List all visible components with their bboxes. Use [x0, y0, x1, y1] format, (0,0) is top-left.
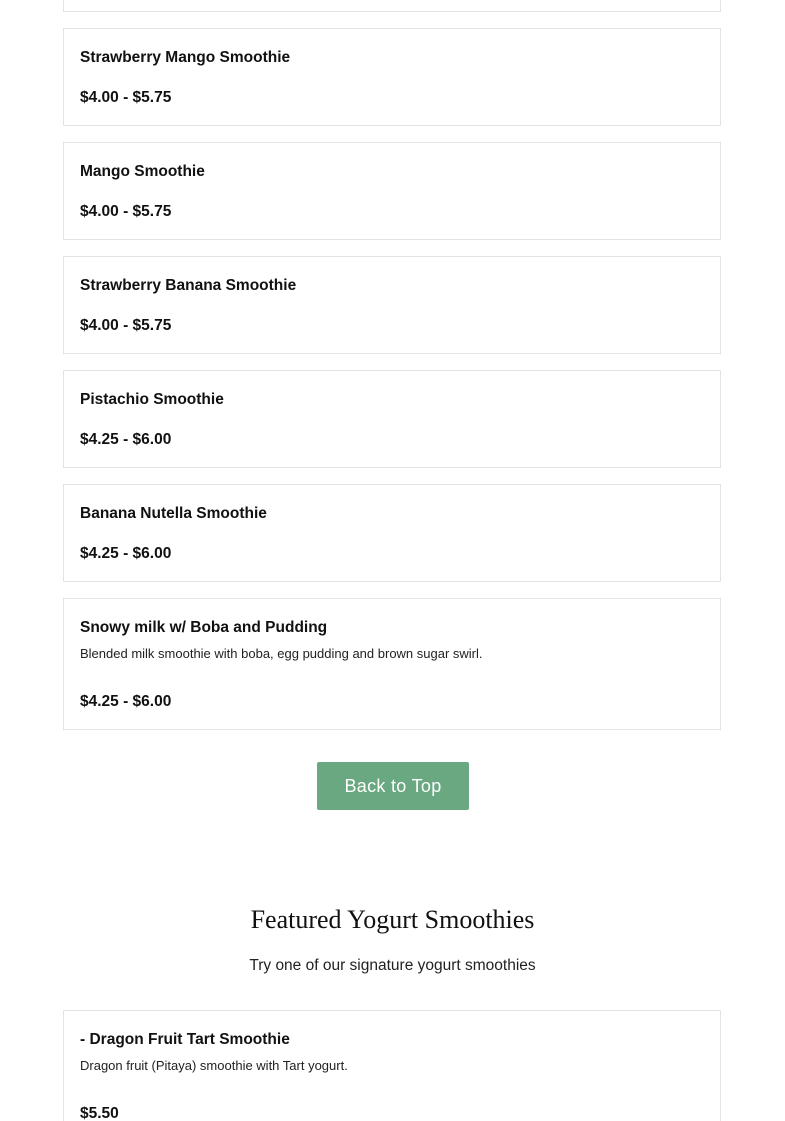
- menu-item-card[interactable]: [63, 142, 721, 240]
- menu-item-card[interactable]: [63, 28, 721, 126]
- menu-item-card[interactable]: [63, 0, 721, 12]
- item-price: $4.25 - $6.00: [80, 545, 172, 562]
- item-name: Pistachio Smoothie: [80, 391, 224, 408]
- featured-item-card[interactable]: [63, 1010, 721, 1121]
- item-name: Banana Nutella Smoothie: [80, 505, 267, 522]
- item-price: $4.00 - $5.75: [80, 317, 172, 334]
- item-price: $4.00 - $5.75: [80, 89, 172, 106]
- menu-item-card[interactable]: [63, 256, 721, 354]
- item-price: $5.50: [80, 1105, 119, 1121]
- item-description: Blended milk smoothie with boba, egg pudding and brown sugar swirl.: [80, 646, 483, 661]
- menu-item-card[interactable]: [63, 370, 721, 468]
- section-title: Featured Yogurt Smoothies: [250, 905, 535, 934]
- menu-item-card[interactable]: [63, 484, 721, 582]
- back-to-top-button[interactable]: Back to Top: [317, 762, 469, 810]
- item-name: Mango Smoothie: [80, 163, 205, 180]
- item-price: $4.25 - $6.00: [80, 431, 172, 448]
- item-name: Strawberry Banana Smoothie: [80, 277, 297, 294]
- item-price: $4.00 - $5.75: [80, 203, 172, 220]
- menu-item-card[interactable]: [63, 598, 721, 730]
- item-price: $4.25 - $6.00: [80, 693, 172, 710]
- section-subtitle: Try one of our signature yogurt smoothies: [249, 957, 536, 974]
- item-description: Dragon fruit (Pitaya) smoothie with Tart yogurt.: [80, 1058, 348, 1073]
- item-name: Strawberry Mango Smoothie: [80, 49, 291, 66]
- item-name: - Dragon Fruit Tart Smoothie: [80, 1031, 290, 1048]
- item-name: Snowy milk w/ Boba and Pudding: [80, 619, 328, 636]
